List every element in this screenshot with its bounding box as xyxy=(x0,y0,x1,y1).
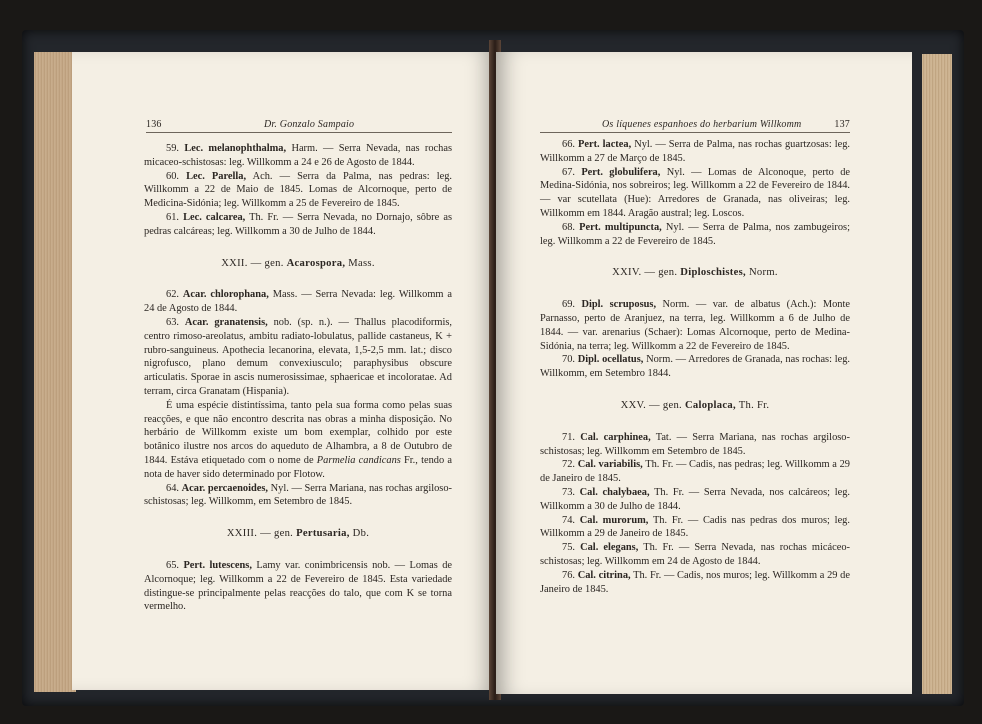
species-entry xyxy=(540,514,850,542)
entry-number: 69. xyxy=(562,299,575,311)
right-page-header xyxy=(540,118,850,133)
entry-text: Tat. — Serra Mariana, nas rochas argiloso-schistosas; leg. Willkomm em Setembro de 1845. xyxy=(540,431,850,457)
entry-number: 76. xyxy=(562,569,575,581)
species-name: Acar. chlorophana, xyxy=(182,289,269,301)
genus-name: Pertusaria, xyxy=(296,528,350,540)
entry-text: Nyl. — Serra de Palma, nas rochas guartzosas: leg. Willkomm a 27 de Março de 1845. xyxy=(540,139,850,164)
species-name: Acar. percaenoides, xyxy=(181,482,268,494)
commentary-paragraph xyxy=(144,399,452,482)
species-entry xyxy=(540,221,850,249)
genus-prefix: XXII. — gen. xyxy=(221,257,284,269)
running-head: Os líquenes espanhoes do herbarium Willkomm xyxy=(602,119,802,130)
species-entry xyxy=(144,211,452,239)
entry-text: Th. Fr. — Cadis nas pedras dos muros; leg. Willkomm a 29 de Janeiro de 1845. xyxy=(540,514,850,540)
entry-text: Nyl. — Serra Mariana, nas rochas argiloso-schistosas; leg. Willkomm, em Setembro de 1845. xyxy=(144,482,452,508)
entry-text: Nyl. — Serra de Palma, nos zambugeiros; leg. Willkomm a 22 de Fevereiro de 1845. xyxy=(540,221,850,247)
species-entry xyxy=(540,458,850,486)
species-entry xyxy=(144,142,452,170)
spacer xyxy=(144,270,452,288)
genus-prefix: XXIV. — gen. xyxy=(612,267,678,279)
entry-number: 60. xyxy=(166,170,179,182)
species-name: Cal. variabilis, xyxy=(577,459,643,471)
spacer xyxy=(540,413,850,431)
entry-number: 63. xyxy=(166,316,179,328)
entry-text: Lamy var. conimbricensis nob. — Lomas de Alcornoque; leg. Willkomm a 22 de Fevereiro de 1845. Esta variedade distingue-se principalmente pelas reacções do talo, que com K se torna vermelho. xyxy=(144,559,452,613)
entry-text: Norm. — Arredores de Granada, nas rochas: leg. Willkomm, em Setembro 1844. xyxy=(540,354,850,380)
entry-number: 66. xyxy=(562,139,575,150)
page-number: 137 xyxy=(834,119,850,130)
species-entry xyxy=(144,559,452,614)
genus-name: Caloplaca, xyxy=(684,399,736,411)
page-number: 136 xyxy=(146,119,162,130)
entry-text: Nyl. — Lomas de Alconoque, perto de Medina-Sidónia, nos sobreiros; leg. Willkomm a 22 de Fevereiro de 1844. — var scutellata (Hue): Arredores de Granada, nas oliveiras; leg. Willkomm em 1844. Aragão austral; leg. Loscos. xyxy=(540,166,850,219)
entry-text: nob. (sp. n.). — Thallus placodiformis, centro rimoso-areolatus, ambitu radiato-lobulatus, pallide castaneus, K + rubro-sanguineus. Apothecia lecanorina, elevata, 1,5-2,5 mm. lat.; disco nigrofusco, plano demum convexiusculo; paraphysibus obscure articulatis. Sporae in ascis numerosissimae, sphaericae et incoloratae. Ad terram, circa Granatam (Hispania). xyxy=(144,316,452,397)
species-name: Cal. citrina, xyxy=(577,569,631,581)
entry-text: Ach. — Serra da Palma, nas pedras: leg. Willkomm a 22 de Maio de 1845. Lomas de Alcornoque, perto de Medicina-Sidónia; leg. Willkomm a 25 de Fevereiro de 1845. xyxy=(144,170,452,210)
spacer xyxy=(144,239,452,257)
genus-heading xyxy=(144,527,452,541)
commentary-text: É uma espécie distintíssima, tanto pela sua forma como pelas suas reacções, e que não encontro descrita nas obras a minha disposição. No herbário de Willkomm existe um bom exemplar, colhido por este botânico ilustre nos arcos do aqueduto de Alhambra, a 8 de Outubro de 1844. Estáva etiquetado com o nome de xyxy=(144,399,452,466)
species-entry xyxy=(540,569,850,597)
entry-text: Th. Fr. — Cadis, nas pedras; leg. Willkomm a 29 de Janeiro de 1845. xyxy=(540,459,850,485)
entry-number: 74. xyxy=(562,514,575,526)
genus-heading xyxy=(540,399,850,413)
species-entry xyxy=(540,138,850,166)
entry-number: 67. xyxy=(562,166,575,178)
entry-number: 71. xyxy=(562,431,575,443)
spacer xyxy=(540,280,850,298)
entry-number: 65. xyxy=(166,559,179,571)
entry-text: Harm. — Serra Nevada, nas rochas micaceo-schistosas: leg. Willkomm a 24 e 26 de Agosto de 1844. xyxy=(144,143,452,168)
running-head: Dr. Gonzalo Sampaio xyxy=(264,119,355,130)
genus-authority: Db. xyxy=(352,528,370,540)
entry-number: 61. xyxy=(166,211,179,223)
entry-number: 59. xyxy=(166,143,179,154)
entry-text: Th. Fr. — Serra Nevada, nas rochas micáceo-schistosas; leg. Willkomm em 24 de Agosto de 1844. xyxy=(540,542,850,567)
genus-prefix: XXV. — gen. xyxy=(620,399,683,411)
entry-number: 72. xyxy=(562,459,575,471)
species-name: Acar. granatensis, xyxy=(184,316,268,328)
species-entry xyxy=(540,486,850,514)
entry-text: Th. Fr. — Cadis, nos muros; leg. Willkomm a 29 de Janeiro de 1845. xyxy=(540,569,850,595)
spacer xyxy=(540,248,850,266)
species-entry xyxy=(540,298,850,353)
species-name: Cal. carphinea, xyxy=(580,431,651,443)
entry-number: 73. xyxy=(562,486,575,498)
species-name: Pert. multipuncta, xyxy=(579,221,662,233)
genus-authority: Th. Fr. xyxy=(738,399,770,411)
species-entry xyxy=(144,482,452,510)
entry-text: Th. Fr. — Serra Nevada, no Dornajo, sôbre as pedras calcáreas; leg. Willkomm a 30 de Julho de 1844. xyxy=(144,211,452,237)
species-name: Pert. globulifera, xyxy=(581,166,661,178)
species-entry xyxy=(144,288,452,316)
right-page-body xyxy=(540,138,850,596)
species-entry xyxy=(540,431,850,459)
species-entry xyxy=(144,170,452,211)
entry-number: 70. xyxy=(562,354,575,366)
genus-name: Acarospora, xyxy=(286,257,346,269)
genus-heading xyxy=(144,257,452,271)
entry-text: Mass. — Serra Nevada: leg. Willkomm a 24 de Agosto de 1844. xyxy=(144,289,452,315)
genus-authority: Mass. xyxy=(348,257,375,269)
page-edges-right xyxy=(922,54,952,694)
species-entry xyxy=(540,541,850,569)
entry-number: 75. xyxy=(562,542,575,554)
spacer xyxy=(144,509,452,527)
entry-number: 64. xyxy=(166,482,179,494)
entry-text: Th. Fr. — Serra Nevada, nos calcáreos; leg. Willkomm a 30 de Julho de 1844. xyxy=(540,486,850,512)
species-name: Lec. melanophthalma, xyxy=(184,143,287,154)
genus-heading xyxy=(540,266,850,280)
left-page xyxy=(72,52,494,690)
spacer xyxy=(144,541,452,559)
species-name: Lec. calcarea, xyxy=(183,211,246,223)
species-entry xyxy=(144,316,452,399)
genus-name: Diploschistes, xyxy=(680,267,747,279)
species-entry xyxy=(540,166,850,221)
species-name: Cal. murorum, xyxy=(579,514,649,526)
species-name: Cal. chalybaea, xyxy=(579,486,650,498)
species-name: Pert. lactea, xyxy=(578,139,632,150)
species-name: Dipl. ocellatus, xyxy=(577,354,644,366)
species-name: Dipl. scruposus, xyxy=(581,299,657,311)
left-page-body xyxy=(144,142,452,614)
right-page xyxy=(496,52,912,694)
entry-text: Norm. — var. de albatus (Ach.): Monte Parnasso, perto de Aranjuez, na terra, leg. Willkomm a 6 de Julho de 1844. — var. arenarius (Schaer): Lomas Alcornoque, perto de Medina-Sidónia, na terra; leg. Willkomm a 22 de Fevereiro de 1845. xyxy=(540,299,850,352)
left-page-header xyxy=(146,118,452,133)
spacer xyxy=(540,381,850,399)
species-name: Lec. Parella, xyxy=(186,170,247,182)
species-name: Cal. elegans, xyxy=(580,542,639,554)
genus-authority: Norm. xyxy=(748,267,778,279)
entry-number: 62. xyxy=(166,289,179,301)
genus-prefix: XXIII. — gen. xyxy=(226,528,294,540)
species-entry xyxy=(540,353,850,381)
commentary-tail: Fr., tendo a nota de haver sido determinado por Flotow. xyxy=(144,454,452,480)
species-name: Pert. lutescens, xyxy=(183,559,252,571)
commentary-italic: Parmelia candicans xyxy=(316,454,401,466)
entry-number: 68. xyxy=(562,221,575,233)
page-edges-left xyxy=(34,52,76,692)
